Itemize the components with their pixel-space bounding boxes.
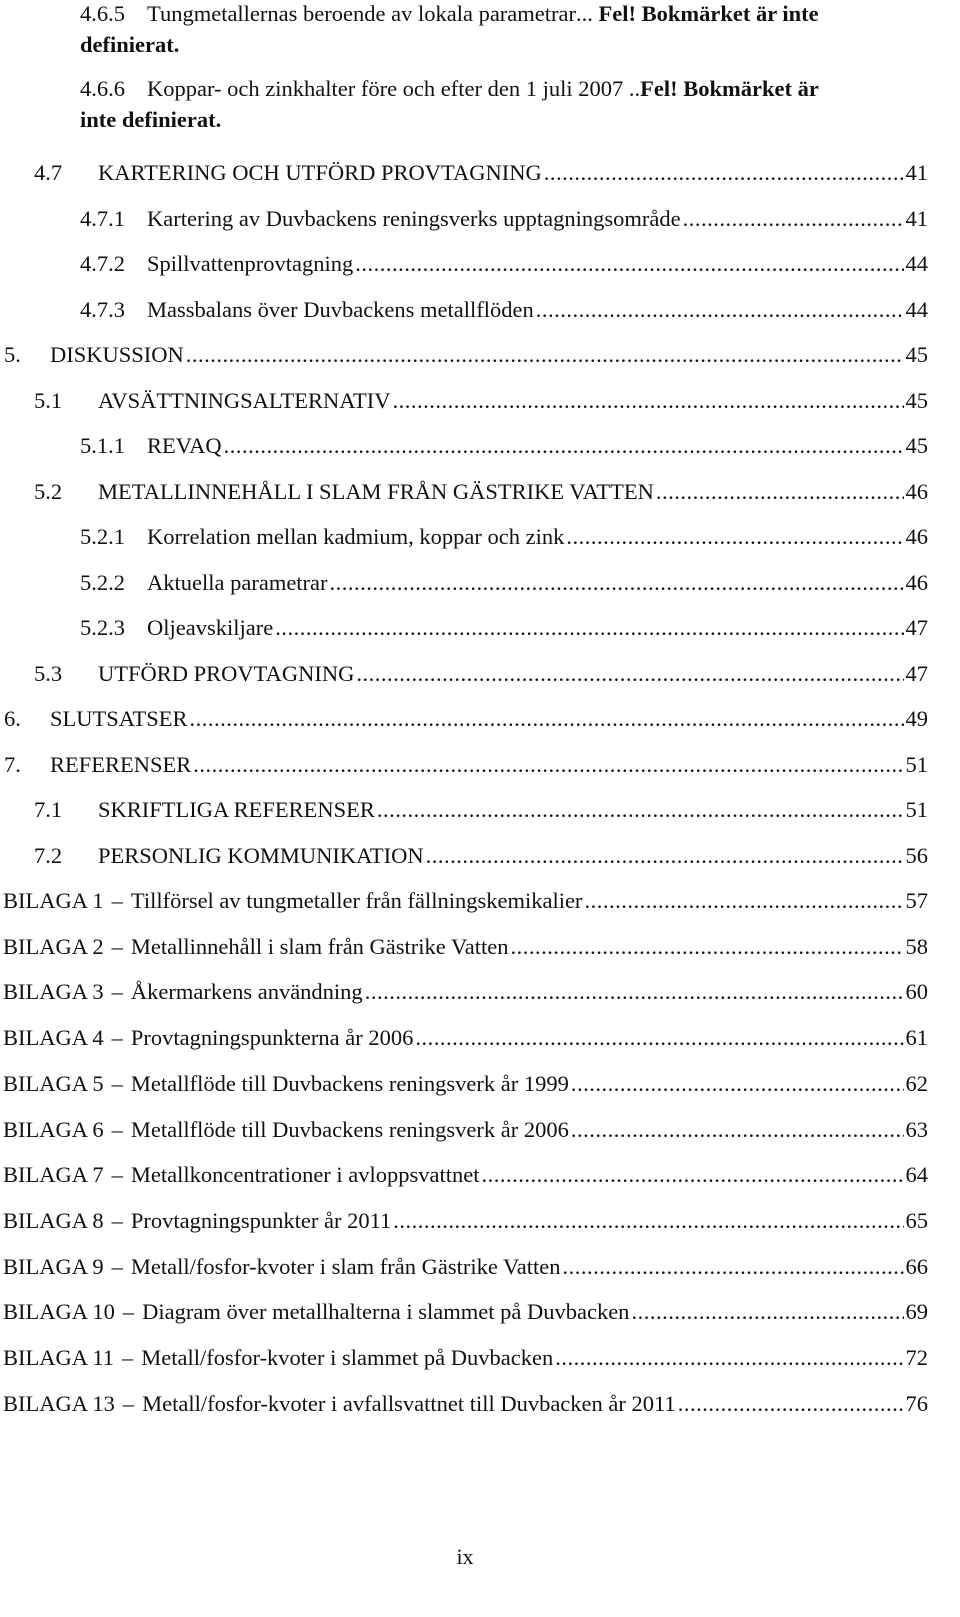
toc-entry-title: AVSÄTTNINGSALTERNATIV	[98, 387, 391, 413]
toc-entry-page: 45	[905, 433, 928, 458]
toc-entry-title: Aktuella parametrar	[147, 569, 328, 595]
toc-entry-number: 5.1	[34, 387, 63, 413]
toc-entry-number: 5.	[4, 342, 21, 367]
toc-entry-title: Kartering av Duvbackens reningsverks upptagningsområde	[147, 205, 681, 231]
toc-entry-title: PERSONLIG KOMMUNIKATION	[98, 842, 424, 868]
toc-entry-number: 5.1.1	[80, 433, 125, 458]
toc-entry-page: 41	[905, 205, 928, 231]
toc-entry-page: 41	[905, 160, 928, 185]
toc-appendix-title	[3, 1116, 569, 1144]
toc-entry-dots: ...	[576, 1, 593, 26]
toc-entry-line	[98, 660, 928, 688]
toc-leader-dots	[393, 387, 904, 415]
toc-entry-number: 6.	[4, 706, 21, 731]
toc-appendix-title	[3, 1161, 480, 1189]
toc-entry-number: 5.3	[34, 660, 63, 686]
toc-entry-page: 45	[905, 387, 928, 413]
appendix-dash: –	[122, 1299, 135, 1325]
toc-leader-dots	[544, 159, 904, 187]
appendix-title: Metall/fosfor-kvoter i avfallsvattnet till Duvbacken år 2011	[142, 1390, 676, 1416]
toc-entry-line	[147, 523, 928, 551]
appendix-label: BILAGA 2	[3, 933, 104, 959]
toc-entry-page: 65	[905, 1207, 928, 1233]
toc-leader-dots	[415, 1024, 903, 1052]
toc-entry-line	[98, 387, 928, 415]
bookmark-error-continued: inte definierat.	[80, 107, 222, 132]
toc-appendix-title	[3, 1390, 676, 1418]
toc-entry-line	[147, 0, 819, 28]
toc-leader-dots	[584, 887, 903, 915]
toc-entry-title: Tungmetallernas beroende av lokala parametrar	[147, 1, 576, 26]
toc-entry-line	[98, 842, 928, 870]
appendix-label: BILAGA 4	[3, 1025, 104, 1051]
toc-entry-title: SKRIFTLIGA REFERENSER	[98, 797, 375, 822]
appendix-dash: –	[111, 1070, 123, 1096]
toc-leader-dots	[356, 660, 903, 688]
toc-entry-page: 47	[905, 660, 928, 686]
toc-entry-line	[147, 614, 928, 642]
bookmark-error: Fel! Bokmärket är inte	[598, 1, 819, 26]
toc-leader-dots	[193, 751, 903, 779]
toc-leader-dots	[566, 523, 903, 551]
toc-entry-number: 4.7.1	[80, 205, 125, 231]
toc-entry-page: 58	[905, 933, 928, 959]
appendix-title: Provtagningspunkterna år 2006	[130, 1025, 414, 1051]
page-number: ix	[456, 1544, 474, 1569]
toc-entry-line	[3, 1207, 928, 1235]
toc-entry-title: Massbalans över Duvbackens metallflöden	[147, 296, 534, 322]
toc-leader-dots	[536, 296, 904, 324]
toc-appendix-title	[3, 1207, 391, 1235]
appendix-title: Tillförsel av tungmetaller från fällningskemikalier	[130, 888, 583, 913]
toc-entry-number: 4.6.5	[80, 1, 125, 26]
toc-entry-line	[147, 250, 928, 278]
toc-appendix-title	[3, 978, 363, 1006]
toc-entry-page: 49	[905, 706, 928, 731]
appendix-label: BILAGA 3	[3, 979, 104, 1005]
appendix-dash: –	[111, 1253, 123, 1279]
appendix-label: BILAGA 1	[3, 888, 104, 913]
toc-entry-line	[3, 1390, 928, 1418]
toc-entry-number: 4.7	[34, 160, 63, 185]
toc-entry-line	[3, 1253, 928, 1281]
toc-entry-page: 69	[905, 1299, 928, 1325]
toc-appendix-title	[3, 1253, 561, 1281]
appendix-dash: –	[111, 888, 123, 913]
toc-leader-dots	[631, 1298, 903, 1326]
appendix-label: BILAGA 8	[3, 1207, 104, 1233]
toc-entry-line	[147, 296, 928, 324]
toc-entry-line	[98, 796, 928, 824]
toc-entry-dots: ..	[628, 76, 641, 101]
appendix-title: Metallflöde till Duvbackens reningsverk år 1999	[130, 1070, 569, 1096]
toc-entry-line	[3, 978, 928, 1006]
toc-leader-dots	[426, 842, 904, 870]
toc-leader-dots	[482, 1161, 904, 1189]
toc-entry-page: 44	[905, 296, 928, 322]
toc-entry-line	[3, 1298, 928, 1326]
appendix-label: BILAGA 5	[3, 1070, 104, 1096]
toc-entry-page: 64	[905, 1162, 928, 1188]
appendix-label: BILAGA 7	[3, 1162, 104, 1188]
toc-entry-line	[147, 569, 928, 597]
appendix-title: Diagram över metallhalterna i slammet på Duvbacken	[142, 1299, 630, 1325]
appendix-title: Provtagningspunkter år 2011	[130, 1207, 392, 1233]
appendix-dash: –	[111, 1116, 123, 1142]
toc-leader-dots	[683, 205, 904, 233]
toc-entry-number: 4.7.3	[80, 296, 125, 322]
appendix-label: BILAGA 13	[3, 1390, 115, 1416]
toc-entry-line	[3, 1070, 928, 1098]
toc-entry-page: 51	[905, 751, 928, 777]
toc-entry-page: 47	[905, 615, 928, 640]
toc-leader-dots	[510, 933, 903, 961]
toc-entry-number: 5.2.1	[80, 524, 125, 549]
toc-entry-title: KARTERING OCH UTFÖRD PROVTAGNING	[98, 160, 542, 185]
toc-leader-dots	[393, 1207, 903, 1235]
toc-entry-number: 5.2.2	[80, 569, 125, 595]
toc-entry-page: 76	[905, 1390, 928, 1416]
appendix-label: BILAGA 6	[3, 1116, 104, 1142]
toc-entry-line	[98, 478, 928, 506]
toc-leader-dots	[571, 1116, 904, 1144]
appendix-title: Metall/fosfor-kvoter i slammet på Duvbacken	[141, 1345, 554, 1370]
appendix-label: BILAGA 11	[3, 1345, 115, 1370]
toc-entry-title: DISKUSSION	[50, 342, 184, 367]
toc-leader-dots	[555, 1344, 903, 1372]
toc-entry-line	[3, 887, 928, 915]
toc-entry-title: Korrelation mellan kadmium, koppar och zink	[147, 524, 565, 549]
toc-entry-page: 51	[905, 797, 928, 822]
toc-entry-title: Oljeavskiljare	[147, 615, 274, 640]
toc-appendix-title	[3, 1298, 629, 1326]
toc-leader-dots	[377, 796, 904, 824]
toc-appendix-title	[3, 1344, 553, 1372]
toc-entry-title: Spillvattenprovtagning	[147, 251, 354, 276]
toc-appendix-title	[3, 1024, 413, 1052]
appendix-label: BILAGA 10	[3, 1299, 115, 1325]
appendix-title: Metall/fosfor-kvoter i slam från Gästrike Vatten	[130, 1253, 561, 1279]
toc-entry-number: 5.2	[34, 478, 63, 504]
toc-entry-line	[147, 205, 928, 233]
toc-entry-number: 4.6.6	[80, 76, 125, 101]
appendix-dash: –	[111, 1162, 123, 1188]
appendix-dash: –	[122, 1390, 135, 1416]
toc-entry-line	[3, 933, 928, 961]
appendix-title: Metallflöde till Duvbackens reningsverk år 2006	[130, 1116, 569, 1142]
toc-appendix-title	[3, 1070, 569, 1098]
toc-leader-dots	[275, 614, 903, 642]
toc-entry-page: 72	[905, 1345, 928, 1370]
toc-entry-line	[3, 1161, 928, 1189]
toc-entry-title: REVAQ	[147, 433, 222, 458]
toc-entry-number: 5.2.3	[80, 615, 125, 640]
toc-leader-dots	[186, 341, 904, 369]
toc-entry-title: Koppar- och zinkhalter före och efter den 1 juli 2007	[147, 76, 624, 101]
appendix-dash: –	[111, 1025, 123, 1051]
appendix-dash: –	[111, 1207, 123, 1233]
toc-entry-page: 46	[905, 569, 928, 595]
toc-entry-line	[147, 432, 928, 460]
appendix-dash: –	[111, 979, 123, 1005]
toc-leader-dots	[571, 1070, 904, 1098]
toc-entry-page: 46	[905, 524, 928, 549]
toc-entry-line	[3, 1344, 928, 1372]
appendix-dash: –	[111, 933, 123, 959]
toc-appendix-title	[3, 887, 582, 915]
toc-entry-line	[98, 159, 928, 187]
toc-entry-title: UTFÖRD PROVTAGNING	[98, 660, 355, 686]
toc-entry-page: 57	[905, 888, 928, 913]
toc-leader-dots	[365, 978, 904, 1006]
toc-entry-page: 61	[905, 1025, 928, 1051]
toc-entry-page: 60	[905, 979, 928, 1005]
toc-entry-number: 7.	[4, 751, 21, 777]
toc-entry-page: 56	[905, 842, 928, 868]
toc-entry-title: REFERENSER	[50, 751, 192, 777]
appendix-dash: –	[122, 1345, 134, 1370]
toc-entry-number: 7.1	[34, 797, 63, 822]
toc-entry-page: 45	[905, 342, 928, 367]
toc-leader-dots	[224, 432, 904, 460]
toc-leader-dots	[678, 1390, 904, 1418]
toc-entry-line	[147, 75, 819, 103]
toc-leader-dots	[656, 478, 904, 506]
bookmark-error-continued: definierat.	[80, 32, 180, 57]
toc-entry-number: 4.7.2	[80, 251, 125, 276]
toc-entry-page: 62	[905, 1070, 928, 1096]
bookmark-error: Fel! Bokmärket är	[640, 76, 819, 101]
toc-entry-number: 7.2	[34, 842, 63, 868]
toc-leader-dots	[190, 705, 904, 733]
toc-entry-title: SLUTSATSER	[50, 706, 188, 731]
toc-entry-line	[50, 705, 928, 733]
toc-entry-line	[50, 341, 928, 369]
appendix-title: Åkermarkens användning	[130, 979, 363, 1005]
toc-leader-dots	[563, 1253, 904, 1281]
toc-entry-page: 44	[905, 251, 928, 276]
appendix-label: BILAGA 9	[3, 1253, 104, 1279]
toc-entry-page: 63	[905, 1116, 928, 1142]
appendix-title: Metallinnehåll i slam från Gästrike Vatten	[130, 933, 509, 959]
toc-entry-page: 66	[905, 1253, 928, 1279]
toc-entry-line	[3, 1024, 928, 1052]
toc-entry-page: 46	[905, 478, 928, 504]
toc-leader-dots	[330, 569, 904, 597]
toc-entry-line	[3, 1116, 928, 1144]
appendix-title: Metallkoncentrationer i avloppsvattnet	[130, 1162, 480, 1188]
toc-appendix-title	[3, 933, 508, 961]
toc-entry-title: METALLINNEHÅLL I SLAM FRÅN GÄSTRIKE VATTEN	[98, 478, 654, 504]
toc-leader-dots	[355, 250, 903, 278]
toc-entry-line	[50, 751, 928, 779]
